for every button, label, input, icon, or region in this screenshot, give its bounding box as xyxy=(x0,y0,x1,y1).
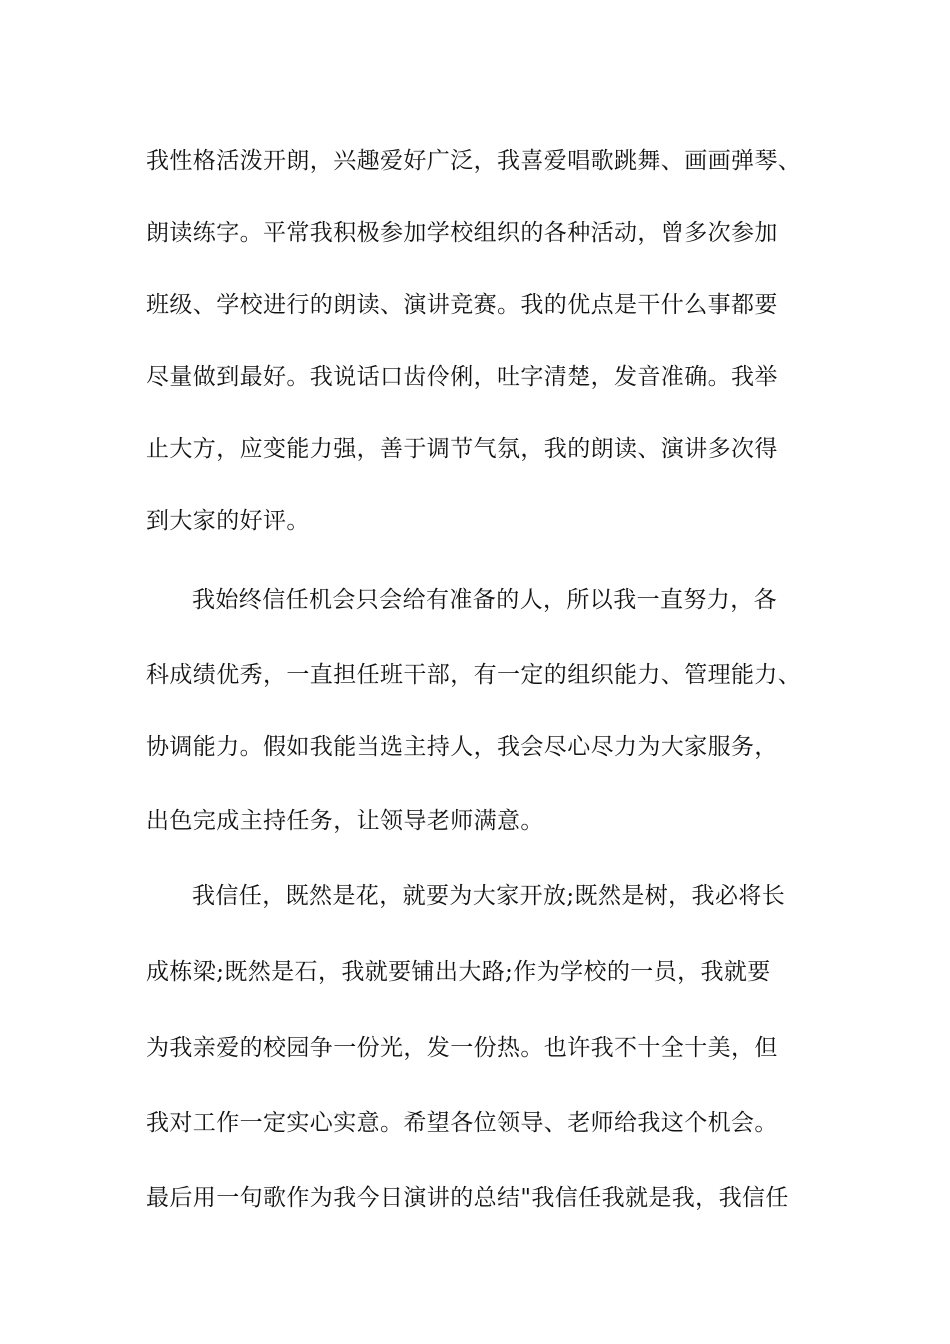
text-line: 我性格活泼开朗，兴趣爱好广泛，我喜爱唱歌跳舞、画画弹琴、 xyxy=(146,148,802,174)
text-line: 我对工作一定实心实意。希望各位领导、老师给我这个机会。 xyxy=(146,1110,778,1136)
text-line: 止大方，应变能力强，善于调节气氛，我的朗读、演讲多次得 xyxy=(146,436,778,462)
text-line: 到大家的好评。 xyxy=(146,508,310,534)
text-line: 最后用一句歌作为我今日演讲的总结"我信任我就是我，我信任 xyxy=(146,1185,789,1211)
text-line: 出色完成主持任务，让领导老师满意。 xyxy=(146,808,544,834)
text-line: 班级、学校进行的朗读、演讲竞赛。我的优点是干什么事都要 xyxy=(146,292,778,318)
text-line: 为我亲爱的校园争一份光，发一份热。也许我不十全十美，但 xyxy=(146,1035,778,1061)
text-line: 朗读练字。平常我积极参加学校组织的各种活动，曾多次参加 xyxy=(146,220,778,246)
text-line: 科成绩优秀，一直担任班干部，有一定的组织能力、管理能力、 xyxy=(146,662,802,688)
text-line: 成栋梁;既然是石，我就要铺出大路;作为学校的一员，我就要 xyxy=(146,959,771,985)
text-line: 尽量做到最好。我说话口齿伶俐，吐字清楚，发音准确。我举 xyxy=(146,364,778,390)
text-line: 协调能力。假如我能当选主持人，我会尽心尽力为大家服务， xyxy=(146,734,778,760)
paragraph-first-line: 我信任，既然是花，就要为大家开放;既然是树，我必将长 xyxy=(192,883,786,909)
paragraph-first-line: 我始终信任机会只会给有准备的人，所以我一直努力，各 xyxy=(192,587,777,613)
